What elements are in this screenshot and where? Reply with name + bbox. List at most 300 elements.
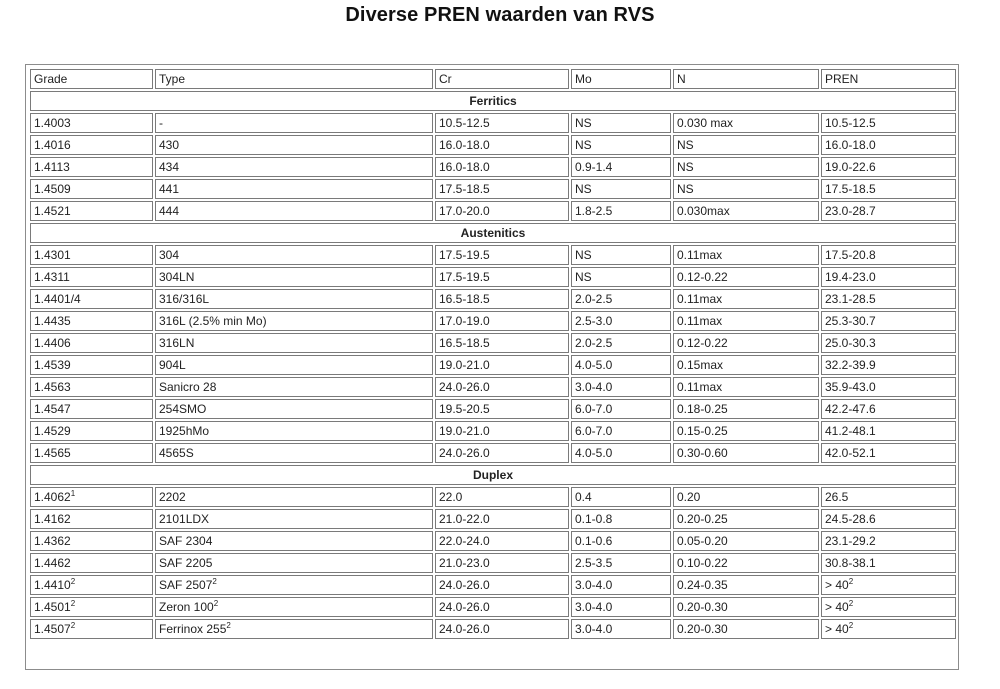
cell-n-text: 0.10-0.22 [677, 556, 728, 570]
cell-pren [821, 267, 956, 287]
cell-grade [30, 355, 153, 375]
cell-pren [821, 135, 956, 155]
cell-mo [571, 201, 671, 221]
cell-n [673, 421, 819, 441]
cell-mo-text: 6.0-7.0 [575, 424, 613, 438]
cell-type-text: Zeron 100 [159, 600, 214, 614]
cell-grade [30, 377, 153, 397]
cell-n-text: 0.18-0.25 [677, 402, 728, 416]
cell-n [673, 487, 819, 507]
footnote-marker: 2 [848, 577, 854, 586]
cell-type-text: 4565S [159, 446, 194, 460]
table-row [30, 509, 956, 529]
cell-n-text: 0.24-0.35 [677, 578, 728, 592]
cell-type [155, 201, 433, 221]
header-n: N [673, 69, 819, 89]
cell-cr-text: 24.0-26.0 [439, 578, 490, 592]
cell-n-text: 0.11max [677, 248, 723, 262]
cell-grade-text: 1.4509 [34, 182, 71, 196]
cell-cr-text: 24.0-26.0 [439, 380, 490, 394]
cell-pren [821, 355, 956, 375]
table-row [30, 113, 956, 133]
cell-mo [571, 377, 671, 397]
table-row [30, 289, 956, 309]
cell-cr [435, 487, 569, 507]
cell-pren-text: 42.2-47.6 [825, 402, 876, 416]
header-grade: Grade [30, 69, 153, 89]
cell-type [155, 135, 433, 155]
cell-n [673, 201, 819, 221]
cell-mo [571, 399, 671, 419]
pren-table [28, 67, 958, 641]
cell-mo [571, 355, 671, 375]
table-row [30, 201, 956, 221]
cell-type [155, 157, 433, 177]
cell-n [673, 377, 819, 397]
cell-grade [30, 443, 153, 463]
cell-type [155, 113, 433, 133]
cell-type-text: 441 [159, 182, 180, 196]
cell-grade [30, 421, 153, 441]
cell-cr-text: 22.0 [439, 490, 463, 504]
cell-mo [571, 135, 671, 155]
cell-cr [435, 113, 569, 133]
cell-grade [30, 157, 153, 177]
cell-type-text: 316LN [159, 336, 195, 350]
cell-n-text: 0.05-0.20 [677, 534, 728, 548]
cell-pren-text: 19.4-23.0 [825, 270, 876, 284]
cell-cr [435, 619, 569, 639]
cell-pren-text: 23.0-28.7 [825, 204, 876, 218]
cell-grade [30, 531, 153, 551]
cell-n-text: 0.20-0.30 [677, 600, 728, 614]
cell-pren [821, 487, 956, 507]
cell-type [155, 553, 433, 573]
cell-n [673, 245, 819, 265]
table-row [30, 575, 956, 595]
cell-pren [821, 245, 956, 265]
cell-n-text: 0.11max [677, 314, 723, 328]
cell-type-text: 2202 [159, 490, 186, 504]
cell-mo-text: 0.9-1.4 [575, 160, 613, 174]
cell-cr-text: 17.0-19.0 [439, 314, 490, 328]
cell-grade-text: 1.4003 [34, 116, 71, 130]
pren-table-body [30, 69, 956, 639]
cell-cr [435, 267, 569, 287]
cell-pren [821, 575, 956, 595]
cell-mo-text: NS [575, 270, 592, 284]
cell-grade-text: 1.4462 [34, 556, 71, 570]
cell-n-text: NS [677, 160, 694, 174]
cell-pren [821, 597, 956, 617]
cell-cr-text: 16.5-18.5 [439, 336, 490, 350]
cell-pren-text: 16.0-18.0 [825, 138, 876, 152]
cell-grade [30, 245, 153, 265]
cell-n [673, 179, 819, 199]
footnote-marker: 2 [70, 599, 76, 608]
cell-n [673, 509, 819, 529]
cell-type [155, 289, 433, 309]
cell-pren-text: 25.0-30.3 [825, 336, 876, 350]
cell-grade-text: 1.4410 [34, 578, 71, 592]
cell-type-text: 430 [159, 138, 180, 152]
footnote-marker: 2 [848, 599, 854, 608]
cell-pren [821, 157, 956, 177]
cell-cr [435, 553, 569, 573]
cell-cr [435, 377, 569, 397]
cell-pren [821, 289, 956, 309]
cell-mo [571, 113, 671, 133]
cell-pren-text: 26.5 [825, 490, 849, 504]
cell-grade [30, 201, 153, 221]
cell-n [673, 157, 819, 177]
cell-type [155, 355, 433, 375]
cell-grade-text: 1.4016 [34, 138, 71, 152]
cell-type-text: 2101LDX [159, 512, 210, 526]
cell-cr-text: 17.0-20.0 [439, 204, 490, 218]
cell-cr-text: 22.0-24.0 [439, 534, 490, 548]
cell-grade [30, 135, 153, 155]
cell-grade [30, 311, 153, 331]
cell-pren-text: 17.5-18.5 [825, 182, 876, 196]
section-heading: Austenitics [30, 223, 956, 243]
table-row [30, 245, 956, 265]
cell-type [155, 575, 433, 595]
header-type: Type [155, 69, 433, 89]
cell-type [155, 487, 433, 507]
footnote-marker: 2 [848, 621, 854, 630]
cell-mo [571, 575, 671, 595]
cell-type [155, 399, 433, 419]
cell-n [673, 355, 819, 375]
cell-mo-text: NS [575, 182, 592, 196]
cell-type-text: 1925hMo [159, 424, 210, 438]
table-row [30, 553, 956, 573]
cell-cr-text: 17.5-19.5 [439, 270, 490, 284]
cell-n-text: NS [677, 182, 694, 196]
cell-n-text: 0.030 max [677, 116, 734, 130]
cell-n-text: 0.20-0.25 [677, 512, 728, 526]
cell-pren-text: 17.5-20.8 [825, 248, 876, 262]
cell-pren [821, 531, 956, 551]
cell-type [155, 179, 433, 199]
cell-pren [821, 619, 956, 639]
cell-grade-text: 1.4529 [34, 424, 71, 438]
header-mo: Mo [571, 69, 671, 89]
cell-mo [571, 245, 671, 265]
cell-cr [435, 421, 569, 441]
cell-type-text: 304LN [159, 270, 195, 284]
cell-mo [571, 421, 671, 441]
cell-type [155, 597, 433, 617]
cell-pren [821, 509, 956, 529]
table-row [30, 399, 956, 419]
cell-cr [435, 443, 569, 463]
cell-mo [571, 443, 671, 463]
cell-cr-text: 16.0-18.0 [439, 160, 490, 174]
cell-mo-text: NS [575, 116, 592, 130]
cell-pren [821, 333, 956, 353]
cell-n [673, 267, 819, 287]
cell-mo-text: 3.0-4.0 [575, 600, 613, 614]
cell-type-text: 444 [159, 204, 180, 218]
cell-grade [30, 509, 153, 529]
cell-mo-text: 4.0-5.0 [575, 358, 613, 372]
cell-type-text: 316/316L [159, 292, 210, 306]
cell-type [155, 333, 433, 353]
cell-pren [821, 443, 956, 463]
cell-type-text: 904L [159, 358, 186, 372]
footnote-marker: 2 [70, 577, 76, 586]
cell-mo [571, 553, 671, 573]
cell-type [155, 443, 433, 463]
footnote-marker: 1 [70, 489, 76, 498]
cell-pren-text: 19.0-22.6 [825, 160, 876, 174]
cell-mo-text: 3.0-4.0 [575, 622, 613, 636]
cell-n [673, 553, 819, 573]
cell-cr-text: 16.5-18.5 [439, 292, 490, 306]
header-cr: Cr [435, 69, 569, 89]
header-row [30, 69, 956, 89]
section-row-duplex [30, 465, 956, 485]
section-row-ferritics [30, 91, 956, 111]
cell-grade [30, 113, 153, 133]
cell-type-text: SAF 2507 [159, 578, 213, 592]
cell-type [155, 421, 433, 441]
cell-grade [30, 399, 153, 419]
cell-grade [30, 487, 153, 507]
cell-mo-text: 0.1-0.6 [575, 534, 613, 548]
cell-cr [435, 311, 569, 331]
cell-grade-text: 1.4162 [34, 512, 71, 526]
cell-cr [435, 289, 569, 309]
cell-cr [435, 157, 569, 177]
cell-pren [821, 201, 956, 221]
cell-mo-text: 2.5-3.5 [575, 556, 613, 570]
cell-mo-text: 2.0-2.5 [575, 336, 613, 350]
header-pren: PREN [821, 69, 956, 89]
cell-cr-text: 10.5-12.5 [439, 116, 490, 130]
cell-cr-text: 21.0-22.0 [439, 512, 490, 526]
cell-mo-text: NS [575, 138, 592, 152]
cell-mo [571, 157, 671, 177]
cell-type-text: SAF 2304 [159, 534, 213, 548]
cell-mo [571, 333, 671, 353]
cell-mo-text: 1.8-2.5 [575, 204, 613, 218]
table-row [30, 179, 956, 199]
cell-pren-text: 23.1-28.5 [825, 292, 876, 306]
cell-grade-text: 1.4362 [34, 534, 71, 548]
cell-n [673, 311, 819, 331]
cell-grade [30, 553, 153, 573]
cell-mo [571, 509, 671, 529]
cell-grade-text: 1.4565 [34, 446, 71, 460]
table-row [30, 487, 956, 507]
cell-grade-text: 1.4539 [34, 358, 71, 372]
cell-grade-text: 1.4311 [34, 270, 70, 284]
cell-cr [435, 575, 569, 595]
cell-type-text: 304 [159, 248, 180, 262]
table-row [30, 355, 956, 375]
cell-type-text: SAF 2205 [159, 556, 213, 570]
cell-n [673, 333, 819, 353]
cell-n-text: 0.30-0.60 [677, 446, 728, 460]
cell-grade-text: 1.4563 [34, 380, 71, 394]
cell-mo-text: 2.5-3.0 [575, 314, 613, 328]
cell-cr-text: 19.5-20.5 [439, 402, 490, 416]
cell-grade-text: 1.4435 [34, 314, 71, 328]
cell-grade-text: 1.4547 [34, 402, 71, 416]
cell-grade-text: 1.4521 [34, 204, 71, 218]
cell-cr-text: 21.0-23.0 [439, 556, 490, 570]
cell-pren-text: 30.8-38.1 [825, 556, 876, 570]
cell-mo-text: 0.4 [575, 490, 592, 504]
cell-mo [571, 289, 671, 309]
cell-n [673, 135, 819, 155]
cell-type-text: Ferrinox 255 [159, 622, 227, 636]
cell-n-text: 0.11max [677, 292, 723, 306]
table-row [30, 619, 956, 639]
cell-grade-text: 1.4401/4 [34, 292, 81, 306]
cell-mo-text: 0.1-0.8 [575, 512, 613, 526]
cell-type-text: Sanicro 28 [159, 380, 217, 394]
table-row [30, 135, 956, 155]
cell-pren-text: > 40 [825, 622, 849, 636]
cell-n-text: 0.20-0.30 [677, 622, 728, 636]
cell-mo [571, 619, 671, 639]
cell-cr [435, 135, 569, 155]
cell-grade [30, 619, 153, 639]
cell-type [155, 267, 433, 287]
cell-grade-text: 1.4062 [34, 490, 71, 504]
cell-mo-text: 3.0-4.0 [575, 380, 613, 394]
cell-mo [571, 179, 671, 199]
table-row [30, 421, 956, 441]
footnote-marker: 2 [212, 577, 217, 586]
cell-pren-text: 41.2-48.1 [825, 424, 876, 438]
cell-mo-text: 6.0-7.0 [575, 402, 613, 416]
cell-n-text: 0.12-0.22 [677, 270, 728, 284]
cell-grade [30, 575, 153, 595]
section-heading: Ferritics [30, 91, 956, 111]
table-row [30, 443, 956, 463]
cell-mo [571, 311, 671, 331]
cell-type-text: 434 [159, 160, 180, 174]
cell-cr [435, 179, 569, 199]
cell-pren-text: 10.5-12.5 [825, 116, 876, 130]
cell-n [673, 399, 819, 419]
table-row [30, 333, 956, 353]
cell-cr-text: 17.5-19.5 [439, 248, 490, 262]
cell-mo [571, 597, 671, 617]
footnote-marker: 2 [226, 621, 231, 630]
section-heading: Duplex [30, 465, 956, 485]
table-row [30, 157, 956, 177]
cell-pren-text: 23.1-29.2 [825, 534, 876, 548]
cell-cr [435, 531, 569, 551]
cell-cr-text: 24.0-26.0 [439, 600, 490, 614]
cell-type [155, 619, 433, 639]
section-row-austenitics [30, 223, 956, 243]
cell-type-text: 254SMO [159, 402, 207, 416]
cell-pren-text: 32.2-39.9 [825, 358, 876, 372]
cell-type [155, 531, 433, 551]
cell-cr-text: 19.0-21.0 [439, 424, 490, 438]
cell-mo [571, 487, 671, 507]
cell-mo [571, 267, 671, 287]
cell-type [155, 245, 433, 265]
table-row [30, 377, 956, 397]
cell-n [673, 531, 819, 551]
cell-mo-text: 4.0-5.0 [575, 446, 613, 460]
cell-mo-text: 3.0-4.0 [575, 578, 613, 592]
table-row [30, 597, 956, 617]
cell-type [155, 377, 433, 397]
cell-grade-text: 1.4301 [34, 248, 71, 262]
cell-grade [30, 597, 153, 617]
cell-pren-text: > 40 [825, 600, 849, 614]
table-row [30, 531, 956, 551]
cell-grade [30, 179, 153, 199]
cell-n [673, 113, 819, 133]
cell-pren [821, 311, 956, 331]
cell-pren-text: 35.9-43.0 [825, 380, 876, 394]
cell-cr [435, 509, 569, 529]
cell-cr [435, 399, 569, 419]
cell-cr-text: 24.0-26.0 [439, 446, 490, 460]
table-row [30, 267, 956, 287]
cell-grade [30, 333, 153, 353]
cell-pren [821, 113, 956, 133]
cell-pren [821, 377, 956, 397]
table-row [30, 311, 956, 331]
cell-n [673, 619, 819, 639]
footnote-marker: 2 [70, 621, 76, 630]
cell-type-text: 316L (2.5% min Mo) [159, 314, 267, 328]
cell-mo-text: 2.0-2.5 [575, 292, 613, 306]
cell-n [673, 575, 819, 595]
cell-pren-text: 25.3-30.7 [825, 314, 876, 328]
cell-pren-text: > 40 [825, 578, 849, 592]
cell-type [155, 311, 433, 331]
cell-n [673, 597, 819, 617]
cell-pren [821, 553, 956, 573]
cell-grade-text: 1.4406 [34, 336, 71, 350]
cell-grade [30, 289, 153, 309]
cell-type-text: - [159, 116, 163, 130]
page-title: Diverse PREN waarden van RVS [345, 4, 655, 26]
cell-pren-text: 42.0-52.1 [825, 446, 876, 460]
cell-grade-text: 1.4113 [34, 160, 70, 174]
cell-cr-text: 19.0-21.0 [439, 358, 490, 372]
cell-cr [435, 333, 569, 353]
cell-cr-text: 17.5-18.5 [439, 182, 490, 196]
cell-cr [435, 245, 569, 265]
cell-n [673, 289, 819, 309]
cell-pren [821, 399, 956, 419]
cell-pren-text: 24.5-28.6 [825, 512, 876, 526]
cell-n-text: NS [677, 138, 694, 152]
cell-grade-text: 1.4501 [34, 600, 71, 614]
cell-n-text: 0.11max [677, 380, 723, 394]
cell-cr [435, 355, 569, 375]
cell-pren [821, 179, 956, 199]
cell-grade-text: 1.4507 [34, 622, 71, 636]
cell-n-text: 0.030max [677, 204, 730, 218]
cell-cr-text: 16.0-18.0 [439, 138, 490, 152]
cell-pren [821, 421, 956, 441]
cell-n-text: 0.12-0.22 [677, 336, 728, 350]
